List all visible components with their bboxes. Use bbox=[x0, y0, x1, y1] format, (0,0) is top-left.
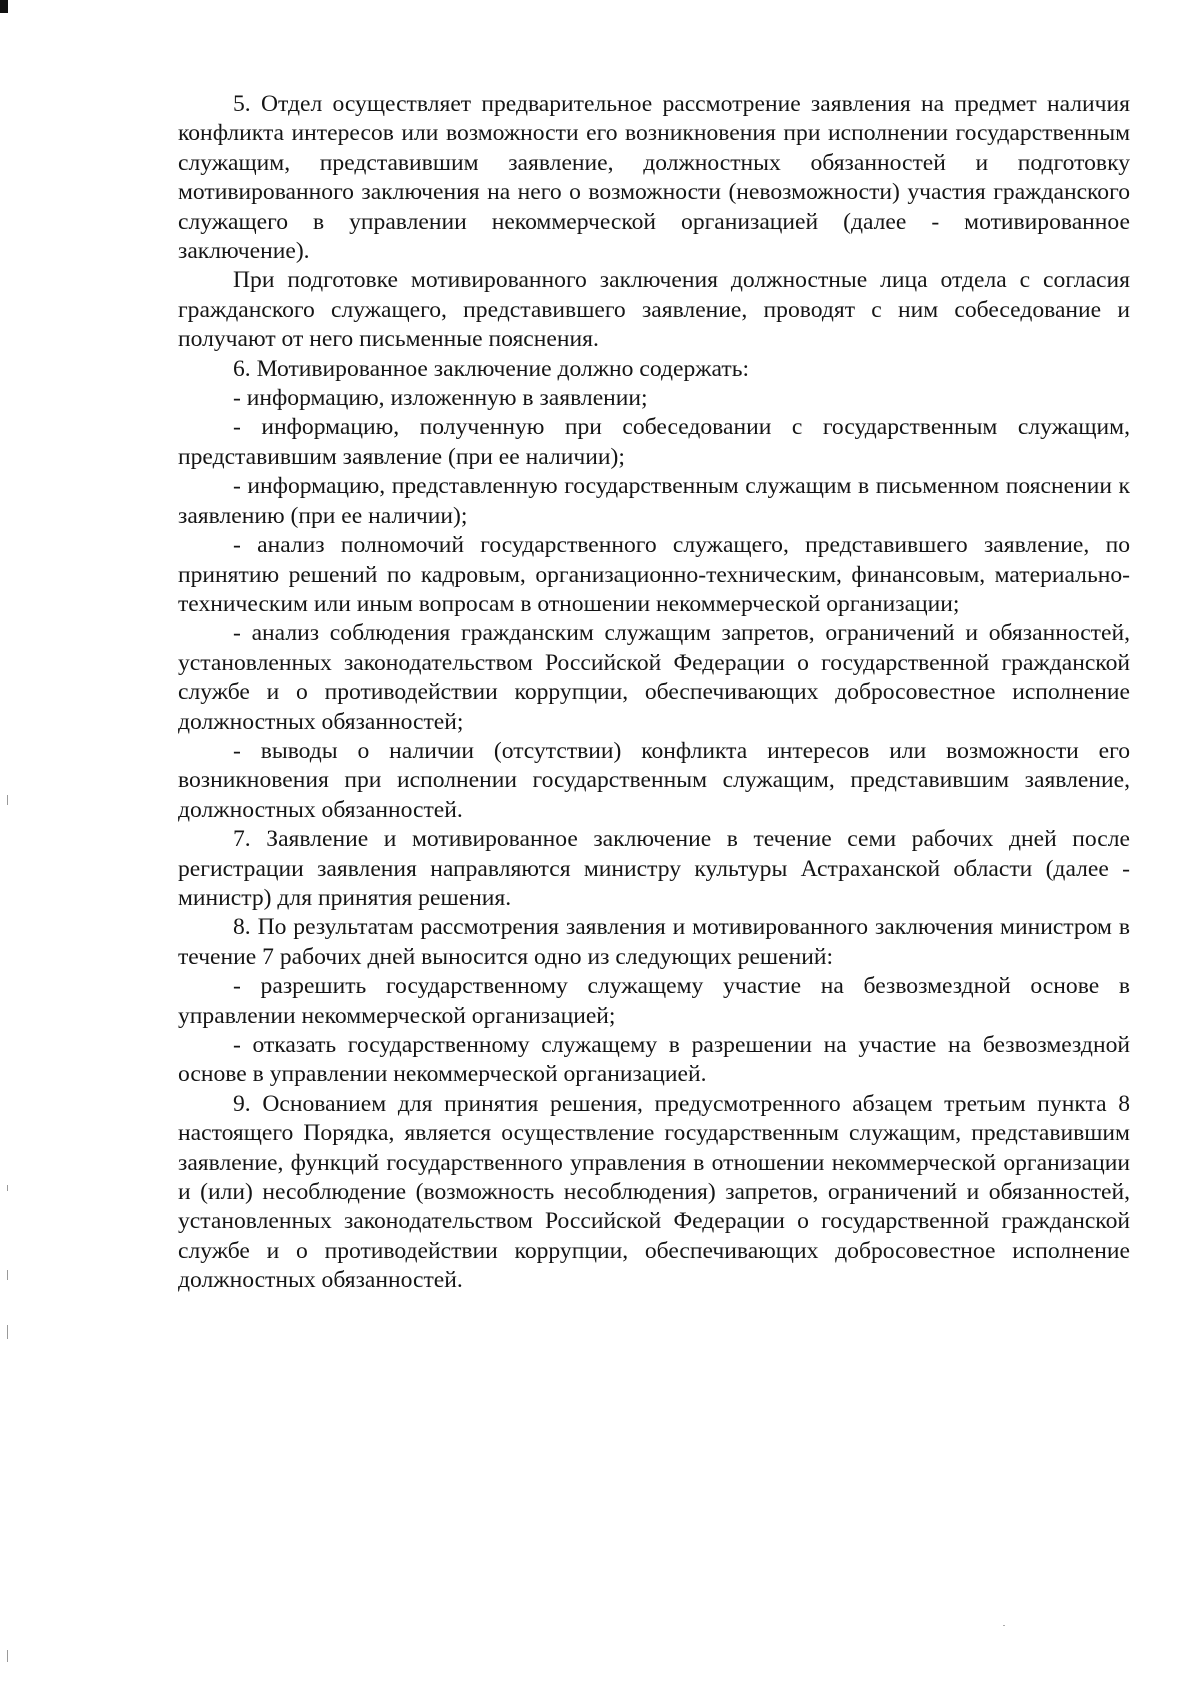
list-item: - анализ полномочий государственного служащего, представившего заявление, по принятию решений по кадровым, организационно-техническим, финансовым, материально-техническим или иным вопросам в отношении некоммерческой организации; bbox=[178, 532, 1130, 617]
list-item: - отказать государственному служащему в разрешении на участие на безвозмездной основе в управлении некоммерческой организацией. bbox=[178, 1032, 1130, 1088]
scan-edge-mark bbox=[7, 1325, 8, 1339]
paragraph-item-5: 5. Отдел осуществляет предварительное рассмотрение заявления на предмет наличия конфликта интересов или возможности его возникновения при исполнении государственным служащим, представившим заявление, должностных обязанностей и подготовку мотивированного заключения на него о возможности (невозможности) участия гражданского служащего в управлении некоммерческой организацией (далее - мотивированное заключение). bbox=[178, 91, 1130, 265]
list-item: - анализ соблюдения гражданским служащим запретов, ограничений и обязанностей, установленных законодательством Российской Федерации о государственной гражданской службе и о противодействии коррупции, обеспечивающих добросовестное исполнение должностных обязанностей; bbox=[178, 620, 1130, 735]
scan-speck bbox=[1003, 1625, 1005, 1626]
scan-corner-mark bbox=[0, 0, 8, 13]
list-item: - информацию, полученную при собеседовании с государственным служащим, представившим заявление (при ее наличии); bbox=[178, 414, 1130, 470]
scan-edge-mark bbox=[7, 1650, 8, 1662]
list-item: - разрешить государственному служащему участие на безвозмездной основе в управлении некоммерческой организацией; bbox=[178, 973, 1130, 1029]
paragraph-item-6: 6. Мотивированное заключение должно содержать: bbox=[233, 355, 750, 382]
list-item: - выводы о наличии (отсутствии) конфликта интересов или возможности его возникновения при исполнении государственным служащим, представившим заявление, должностных обязанностей. bbox=[178, 737, 1130, 823]
document-body bbox=[178, 90, 1130, 1296]
paragraph-item-7: 7. Заявление и мотивированное заключение в течение семи рабочих дней после регистрации заявления направляются министру культуры Астраханской области (далее - министр) для принятия решения. bbox=[178, 826, 1130, 911]
paragraph-item-8: 8. По результатам рассмотрения заявления и мотивированного заключения министром в течение 7 рабочих дней выносится одно из следующих решений: bbox=[178, 914, 1130, 970]
list-item: - информацию, изложенную в заявлении; bbox=[233, 385, 648, 412]
list-item: - информацию, представленную государственным служащим в письменном пояснении к заявлению (при ее наличии); bbox=[178, 473, 1130, 529]
scan-edge-mark bbox=[7, 795, 8, 805]
scan-edge-mark bbox=[7, 1270, 8, 1280]
scan-edge-mark bbox=[7, 1185, 8, 1191]
paragraph-item-9: 9. Основанием для принятия решения, предусмотренного абзацем третьим пункта 8 настоящего Порядка, является осуществление государственным служащим, представившим заявление, функций государственного управления в отношении некоммерческой организации и (или) несоблюдение (возможность несоблюдения) запретов, ограничений и обязанностей, установленных законодательством Российской Федерации о государственной гражданской службе и о противодействии коррупции, обеспечивающих добросовестное исполнение должностных обязанностей. bbox=[178, 1090, 1130, 1294]
paragraph-preparation: При подготовке мотивированного заключения должностные лица отдела с согласия гражданского служащего, представившего заявление, проводят с ним собеседование и получают от него письменные пояснения. bbox=[178, 267, 1130, 353]
